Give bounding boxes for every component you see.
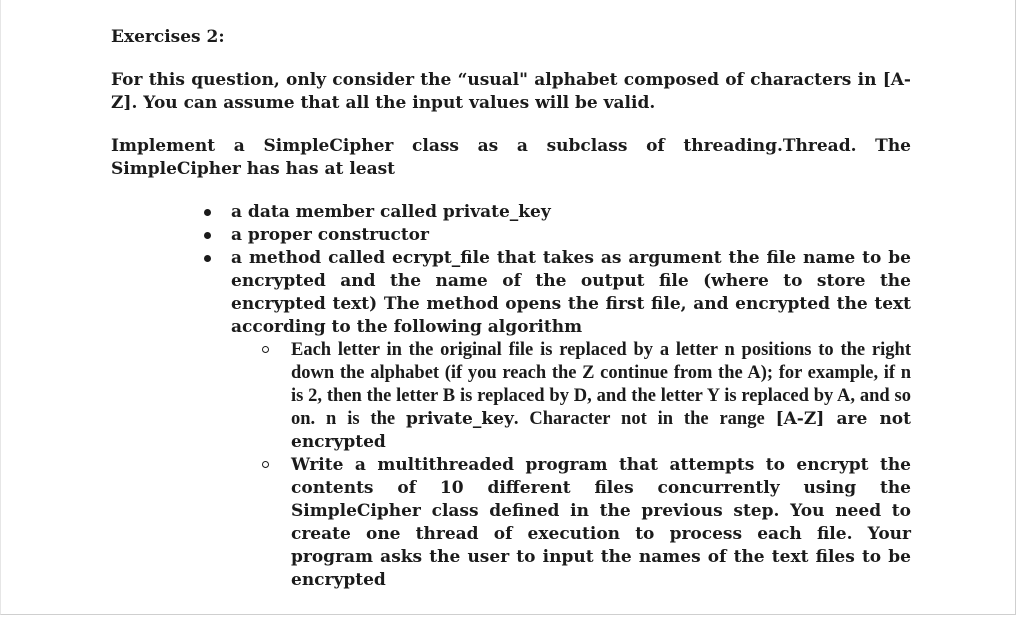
algorithm-step-text: Write a multithreaded program that attempts to encrypt the contents of 10 different files concurrently using the SimpleCipher class defined in the previous step. You need to create one thread of execution to process each file. Your program asks the user to input the names of the text files to be encrypted (291, 455, 911, 590)
algorithm-step-text: Each letter in the original file is replaced by a letter n positions to the right down the alphabet (if you reach the Z continue from the A); for example, if n is 2, then the letter B is replaced by D, and the letter Y is replaced by A, and so on. n is the (291, 340, 911, 429)
bullet-dot-icon (204, 255, 211, 262)
private-key-term: private_key (405, 409, 514, 429)
bullet-circle-icon (262, 346, 269, 353)
requirement-text: a method called ecrypt_file that takes as argument the file name to be encrypted and the name of the output file (where to store the encrypted text) The method opens the first file, and encrypted the text according to the following algorithm (231, 248, 911, 337)
requirement-text: a data member called private_key (231, 202, 551, 222)
document-content (111, 26, 911, 592)
intro-paragraph: For this question, only consider the “usual" alphabet composed of characters in [A-Z]. You can assume that all the input values will be valid. (111, 70, 911, 113)
algorithm-step-text-cont: . Character not in the range (513, 409, 776, 429)
algorithm-step-item (291, 454, 911, 592)
requirements-list (111, 201, 911, 592)
requirement-text: a proper constructor (231, 225, 429, 245)
algorithm-step-item (291, 339, 911, 454)
bullet-dot-icon (204, 232, 211, 239)
bullet-dot-icon (204, 209, 211, 216)
exercise-heading: Exercises 2: (111, 27, 225, 47)
algorithm-step-text-end: [A-Z] are not encrypted (291, 409, 911, 452)
algorithm-sublist (231, 339, 911, 592)
requirement-item (231, 247, 911, 592)
task-paragraph: Implement a SimpleCipher class as a subclass of threading.Thread. The SimpleCipher has has at least (111, 136, 911, 179)
requirement-item (231, 224, 911, 247)
bullet-circle-icon (262, 461, 269, 468)
requirement-item (231, 201, 911, 224)
